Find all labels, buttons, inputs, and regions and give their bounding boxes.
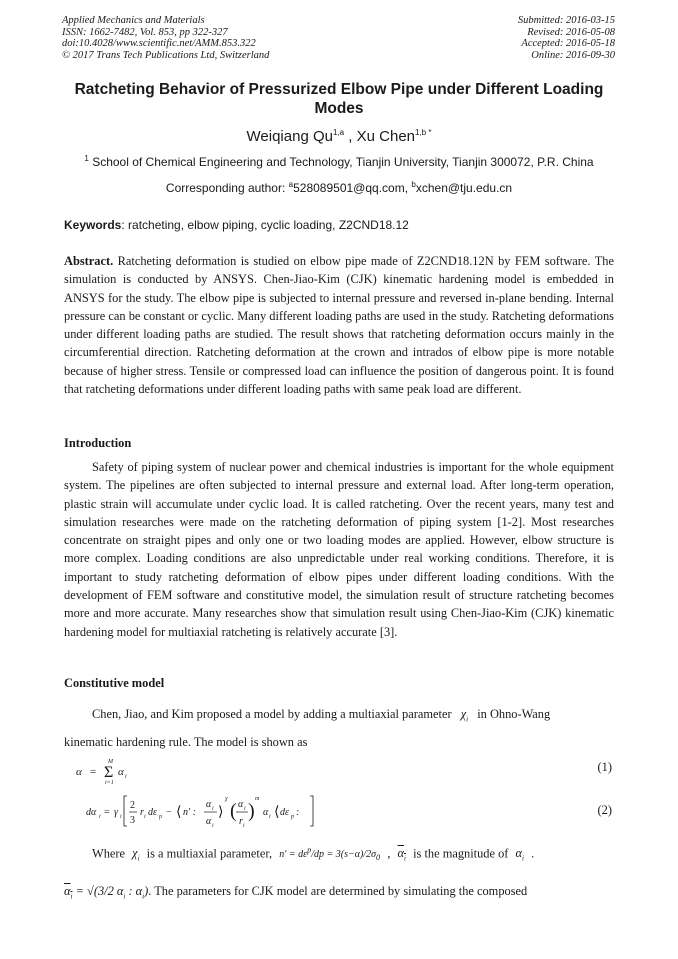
svg-text:p: p: [159, 814, 162, 820]
constitutive-line-1b: in Ohno-Wang: [477, 707, 551, 721]
paper-title: Ratcheting Behavior of Pressurized Elbow Pipe under Different Loading Modes: [74, 81, 604, 117]
journal-issn: ISSN: 1662-7482, Vol. 853, pp 322-327: [62, 26, 228, 38]
svg-text:⟨: ⟨: [274, 805, 280, 820]
chi-symbol: [460, 707, 469, 724]
svg-text:i: i: [243, 823, 245, 829]
corresponding-author: [62, 177, 616, 196]
svg-text:3: 3: [130, 815, 135, 826]
author-1: Weiqiang Qu: [246, 128, 333, 145]
svg-text:i: i: [212, 823, 214, 829]
abstract: [64, 252, 614, 398]
email-a-marker: a: [288, 180, 294, 189]
svg-text:p: p: [291, 814, 294, 820]
svg-text:⟩: ⟩: [218, 805, 224, 820]
last-line-text: . The parameters for CJK model are determined by simulating the composed: [148, 884, 528, 898]
chi-symbol-2: $\chi_i$: [132, 846, 140, 863]
equation-2: [82, 790, 322, 830]
svg-text:dα: dα: [86, 807, 97, 818]
corresponding-label: Corresponding author:: [165, 181, 289, 195]
svg-text:α: α: [206, 799, 212, 810]
svg-text:dε: dε: [280, 807, 289, 818]
svg-text:α: α: [206, 816, 212, 827]
magnitude-text: is the magnitude of: [413, 846, 509, 861]
svg-text:i=1: i=1: [105, 780, 114, 786]
keywords-text: : ratcheting, elbow piping, cyclic loading, Z2CND18.12: [121, 218, 409, 232]
svg-text:α: α: [263, 807, 269, 818]
svg-text:⟨: ⟨: [176, 805, 182, 820]
author-line: [62, 124, 616, 146]
svg-text:i: i: [125, 774, 127, 780]
equation-1: [70, 756, 220, 786]
svg-text:=: =: [104, 807, 110, 818]
normal-vector-def: $n' = d\varepsilon^p/dp = 3(s-\alpha)/2\sigma_0$: [279, 846, 381, 863]
svg-text:i: i: [99, 814, 101, 820]
keywords-label: Keywords: [64, 218, 122, 232]
submission-dates: [518, 15, 615, 61]
introduction-text: Safety of piping system of nuclear power and chemical industries is important for the whole equipment system. The pipelines are often subjected to internal pressure and external load. After long-term operation, plastic strain will accumulate under cyclic load. It is called ratcheting. Over the recent years, many test and simulation researches were made on the ratcheting deformation of piping system [1-2]. Most researches concentrate on straight pipes and only one or two loading modes are applied. However, elbow structure is more complex. Loading conditions are also unpredictable under real working conditions. Therefore, it is important to study ratcheting deformation of elbow pipes under different loading conditions. With the development of FEM software and constitutive model, the simulation result of structure ratcheting becomes more and more accurate. Many researches show that simulation result using Chen-Jiao-Kim (CJK) kinematic hardening model for multiaxial ratcheting is relatively accurate [3].: [64, 460, 614, 639]
svg-text:=: =: [90, 766, 97, 778]
chi-letter: χ: [460, 707, 467, 721]
svg-text:i: i: [144, 814, 146, 820]
where-label: Where: [92, 846, 126, 861]
chi-subscript: i: [466, 715, 469, 724]
svg-text:−: −: [166, 807, 172, 818]
constitutive-line-2: kinematic hardening rule. The model is shown as: [64, 735, 308, 749]
svg-text:(: (: [230, 800, 237, 822]
alpha-bar: $\alpha_i$: [397, 846, 406, 863]
svg-text:M: M: [108, 759, 113, 765]
svg-text:α: α: [76, 766, 82, 778]
svg-text:r: r: [140, 807, 144, 818]
svg-text:Σ: Σ: [104, 764, 114, 781]
equation-2-number: (2): [597, 803, 612, 817]
svg-text:α: α: [238, 799, 244, 810]
email-separator: ,: [404, 181, 412, 195]
author-2-affil: 1,b *: [415, 128, 432, 137]
where-description: is a multiaxial parameter,: [146, 846, 273, 861]
author-2: Xu Chen: [356, 128, 415, 145]
author-1-affil: 1,a: [332, 128, 345, 137]
alpha-symbol: $\alpha_i$: [515, 846, 524, 863]
journal-copyright: © 2017 Trans Tech Publications Ltd, Switzerland: [62, 49, 270, 61]
date-submitted: Submitted: 2016-03-15: [517, 15, 615, 26]
affiliation-text: School of Chemical Engineering and Technology, Tianjin University, Tianjin 300072, P.R. China: [92, 155, 594, 169]
affiliation-number: 1: [84, 154, 89, 163]
last-line: [64, 884, 616, 900]
svg-text:r: r: [239, 816, 243, 827]
journal-info: [62, 15, 269, 61]
svg-text:): ): [248, 800, 255, 822]
keywords: [64, 217, 616, 233]
date-online: Online: 2016-09-30: [531, 49, 615, 61]
journal-name: Applied Mechanics and Materials: [62, 15, 205, 26]
email-a[interactable]: 528089501@qq.com: [293, 181, 405, 195]
abstract-label: Abstract.: [64, 254, 114, 268]
alpha-bar-definition: $\alpha_i = √(3/2$ $\alpha_i$ : $\alpha_i$): [64, 884, 149, 901]
journal-doi: doi:10.4028/www.scientific.net/AMM.853.322: [62, 38, 256, 50]
svg-text:n′ :: n′ :: [183, 807, 197, 818]
equation-1-number: (1): [597, 760, 612, 774]
svg-text:i: i: [269, 814, 271, 820]
affiliation: [62, 151, 616, 170]
svg-text:i: i: [120, 814, 122, 820]
constitutive-heading: Constitutive model: [64, 676, 165, 690]
author-separator: ,: [344, 128, 357, 145]
svg-text:α: α: [118, 766, 124, 778]
email-b-marker: b: [411, 180, 416, 189]
svg-text:m: m: [255, 796, 260, 802]
svg-text:i: i: [212, 806, 214, 812]
svg-text:2: 2: [130, 800, 135, 811]
abstract-text: Ratcheting deformation is studied on elbow pipe made of Z2CND18.12N by FEM software. The simulation is conducted by ANSYS. Chen-Jiao-Kim (CJK) kinematic hardening model is embedded in ANSYS for the study. The elbow pipe is subjected to internal pressure and reversed in-plane bending. Internal pressure can be constant or cyclic. Many different loading paths are used in the study. Ratcheting deformations under different loading paths are studied. The result shows that ratcheting deformation occurs mainly in the circumferential direction. Ratcheting deformation at the crown and intrados of elbow pipe is more notable because of higher stress. Tensile or compressed load can influence the position of dangerous point. It is found that ratcheting deformations under different loading paths with same peak load are different.: [64, 254, 614, 397]
svg-text:γ: γ: [114, 807, 118, 818]
svg-text::: :: [296, 807, 300, 818]
svg-text:i: i: [244, 806, 246, 812]
svg-text:χ: χ: [225, 796, 228, 802]
where-line: Where $\chi_i$ is a multiaxial parameter, $n' = d\varepsilon^p/dp = 3(s-\alpha)/2\sigma_0$ , $\alpha_i$ is the magnitude of $\alpha_i$ .: [92, 846, 535, 863]
constitutive-line-1: [64, 707, 616, 723]
svg-text:dε: dε: [148, 807, 157, 818]
constitutive-line-1a: Chen, Jiao, and Kim proposed a model by adding a multiaxial parameter: [92, 707, 452, 721]
email-b[interactable]: xchen@tju.edu.cn: [415, 181, 513, 195]
date-revised: Revised: 2016-05-08: [527, 26, 615, 38]
introduction-heading: Introduction: [64, 436, 132, 450]
date-accepted: Accepted: 2016-05-18: [521, 38, 615, 50]
